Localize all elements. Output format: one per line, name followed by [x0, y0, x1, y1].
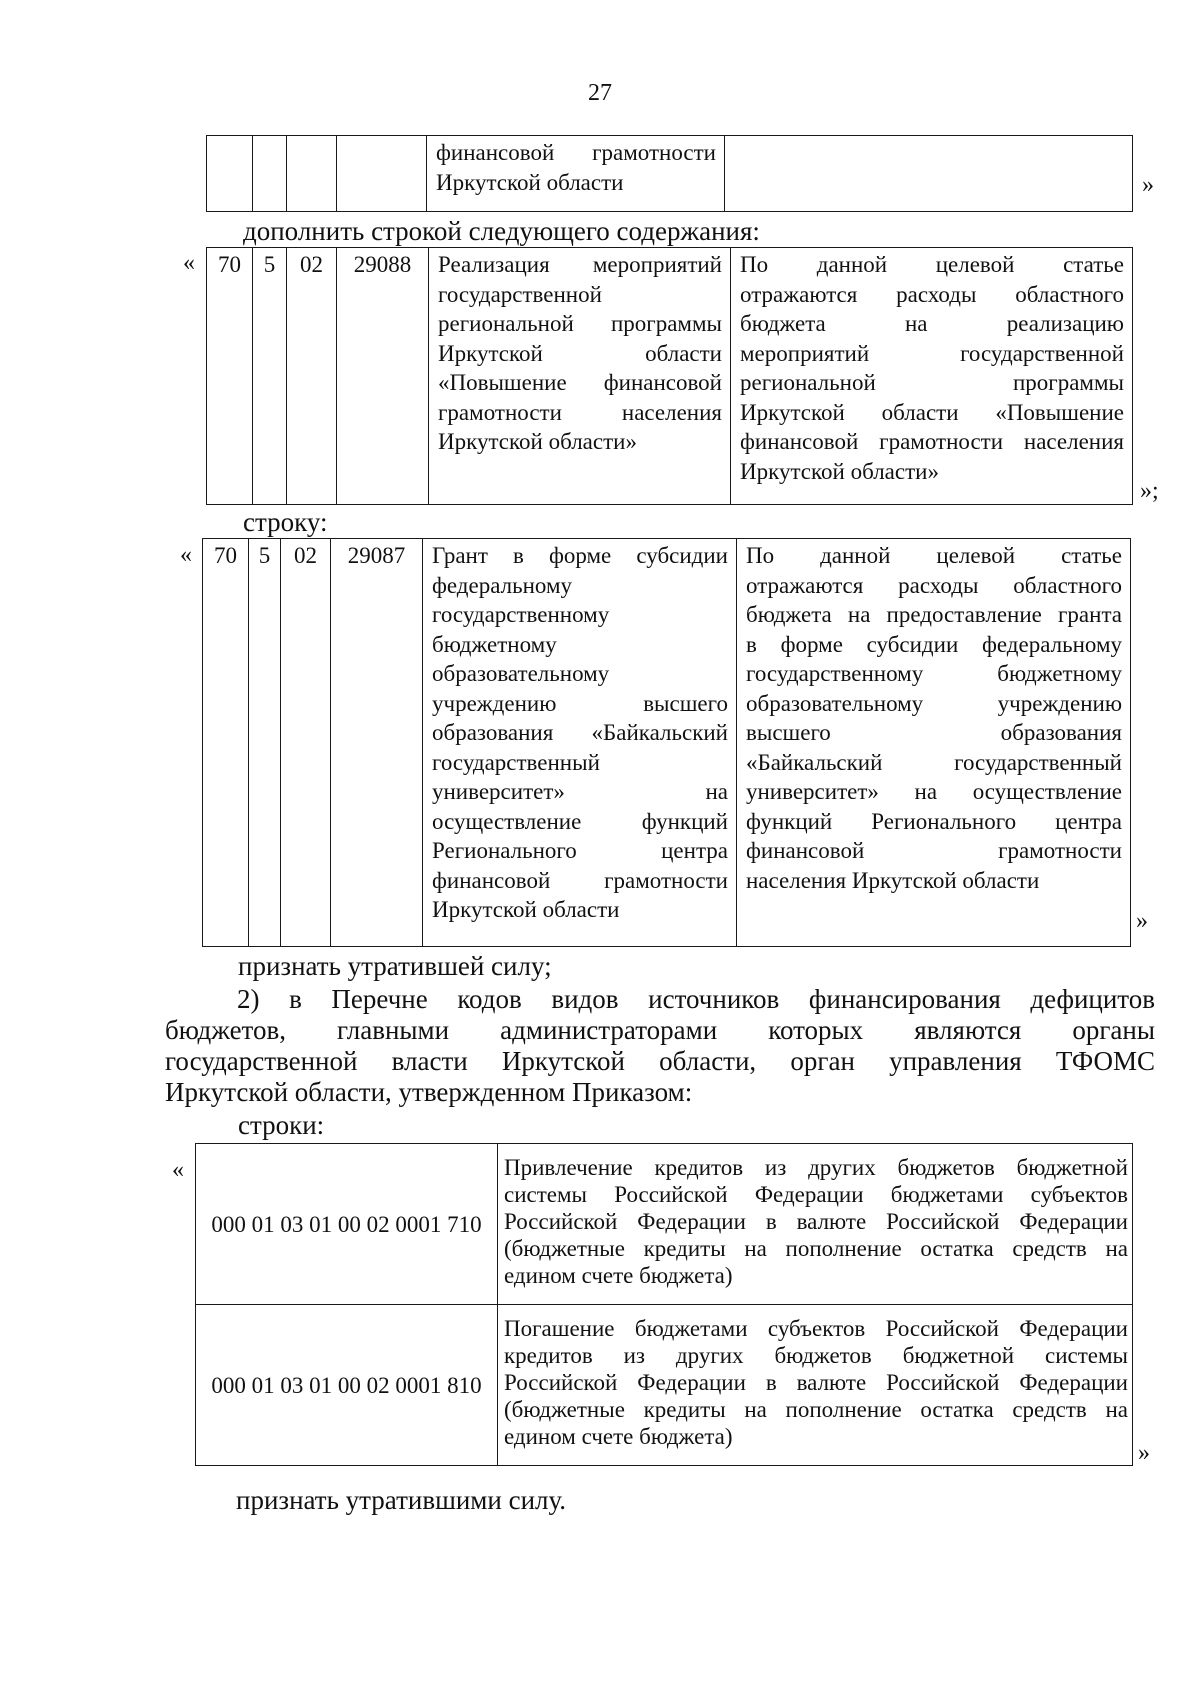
description-cell: [731, 248, 1133, 505]
text-line: Российской Федерации в валюте Российской Федерации: [504, 1370, 1128, 1395]
code-direction: 29088: [337, 248, 429, 505]
code-section: 70: [207, 248, 253, 505]
text-line: (бюджетные кредиты на пополнение остатка средств на: [504, 1397, 1128, 1422]
text-line: бюджета на предоставление гранта: [746, 602, 1122, 627]
text-line: государственному: [432, 602, 610, 627]
text-line: (бюджетные кредиты на пополнение остатка средств на: [504, 1236, 1128, 1261]
instruction-invalid-plural: признать утратившими силу.: [236, 1485, 567, 1515]
description-cell: [498, 1305, 1133, 1466]
text-line: «Повышение финансовой: [438, 370, 722, 395]
closing-quote: »: [1138, 1440, 1150, 1466]
code-section: 70: [203, 539, 249, 947]
description-cell: [737, 539, 1131, 947]
source-code-cell: 000 01 03 01 00 02 0001 810: [196, 1305, 498, 1466]
text-line: в форме субсидии федеральному: [746, 631, 1122, 657]
text-line: Иркутской области, утвержденном Приказом:: [165, 1077, 693, 1107]
text-line: высшего образования: [746, 720, 1122, 745]
text-line: Иркутской области: [438, 340, 722, 366]
text-line: Реализация мероприятий: [438, 252, 722, 277]
code-subsection: 5: [253, 248, 287, 505]
text-line: образовательному учреждению: [746, 690, 1122, 716]
table-fragment-continuation: [206, 135, 1133, 212]
text-line: бюджета на реализацию: [740, 311, 1124, 336]
text-line: 2) в Перечне кодов видов источников финансирования дефицитов: [237, 984, 1155, 1014]
text-line: Российской Федерации в валюте Российской Федерации: [504, 1209, 1128, 1234]
table-source-codes: [195, 1143, 1133, 1466]
text-line: финансовой грамотности: [436, 140, 716, 165]
text-line: финансовой грамотности: [746, 838, 1122, 863]
item-name-cell: [427, 136, 725, 212]
text-line: отражаются расходы областного: [740, 281, 1124, 307]
text-line: региональной программы: [438, 311, 722, 336]
text-line: отражаются расходы областного: [746, 572, 1122, 598]
table-new-row-29088: [206, 247, 1133, 505]
instruction-row: строку:: [243, 507, 328, 537]
item-name-cell: [429, 248, 731, 505]
text-line: «Байкальский государственный: [746, 749, 1122, 775]
instruction-add-row: дополнить строкой следующего содержания:: [243, 216, 760, 246]
code-cell: [337, 136, 427, 212]
text-line: государственный: [432, 749, 600, 775]
text-line: Грант в форме субсидии: [432, 543, 728, 568]
code-cell: [287, 136, 337, 212]
text-line: бюджетному: [432, 631, 557, 657]
text-line: Иркутской области: [436, 169, 624, 195]
description-cell: [498, 1144, 1133, 1305]
text-line: образования «Байкальский: [432, 720, 728, 745]
item-name-cell: [423, 539, 737, 947]
text-line: образовательному: [432, 661, 610, 686]
text-line: государственной власти Иркутской области, орган управления ТФОМС: [165, 1046, 1155, 1076]
code-direction: 29087: [331, 539, 423, 947]
closing-quote-semicolon: »;: [1140, 478, 1159, 504]
opening-quote: «: [183, 250, 195, 276]
table-row-29087: [202, 538, 1131, 947]
text-line: университет» на: [432, 779, 728, 804]
text-line: Иркутской области»: [740, 458, 939, 484]
table-row: [196, 1144, 1133, 1305]
code-program: 02: [281, 539, 331, 947]
instruction-invalid-single: признать утратившей силу;: [238, 951, 552, 981]
text-line: Иркутской области «Повышение: [740, 399, 1124, 425]
code-program: 02: [287, 248, 337, 505]
text-line: По данной целевой статье: [746, 543, 1122, 568]
text-line: Иркутской области»: [438, 429, 637, 454]
paragraph-2: [165, 984, 1155, 1108]
code-cell: [253, 136, 287, 212]
closing-quote: »: [1142, 172, 1154, 198]
table-row: [196, 1305, 1133, 1466]
text-line: бюджетов, главными администраторами которых являются органы: [165, 1015, 1155, 1045]
source-code-cell: 000 01 03 01 00 02 0001 710: [196, 1144, 498, 1305]
text-line: По данной целевой статье: [740, 252, 1124, 277]
text-line: Иркутской области: [432, 897, 620, 922]
text-line: грамотности населения: [438, 399, 722, 425]
text-line: кредитов из других бюджетов бюджетной системы: [504, 1343, 1128, 1368]
text-line: осуществление функций: [432, 808, 728, 834]
code-cell: [207, 136, 253, 212]
text-line: функций Регионального центра: [746, 808, 1122, 834]
code-subsection: 5: [249, 539, 281, 947]
text-line: Привлечение кредитов из других бюджетов бюджетной: [504, 1155, 1128, 1180]
text-line: учреждению высшего: [432, 690, 728, 716]
text-line: университет» на осуществление: [746, 779, 1122, 804]
description-cell: [725, 136, 1133, 212]
text-line: едином счете бюджета): [504, 1424, 733, 1449]
text-line: мероприятий государственной: [740, 340, 1124, 366]
text-line: финансовой грамотности населения: [740, 429, 1124, 454]
text-line: едином счете бюджета): [504, 1263, 733, 1288]
text-line: Регионального центра: [432, 838, 728, 863]
text-line: системы Российской Федерации бюджетами субъектов: [504, 1182, 1128, 1207]
opening-quote: «: [172, 1157, 184, 1183]
text-line: государственному бюджетному: [746, 661, 1122, 686]
opening-quote: «: [180, 542, 192, 568]
page-number: 27: [588, 80, 612, 106]
text-line: региональной программы: [740, 370, 1124, 395]
text-line: федеральному: [432, 572, 573, 598]
closing-quote: »: [1136, 908, 1148, 934]
text-line: Погашение бюджетами субъектов Российской Федерации: [504, 1316, 1128, 1341]
instruction-rows: строки:: [238, 1110, 325, 1140]
text-line: населения Иркутской области: [746, 867, 1040, 893]
text-line: финансовой грамотности: [432, 867, 728, 893]
text-line: государственной: [438, 281, 602, 307]
